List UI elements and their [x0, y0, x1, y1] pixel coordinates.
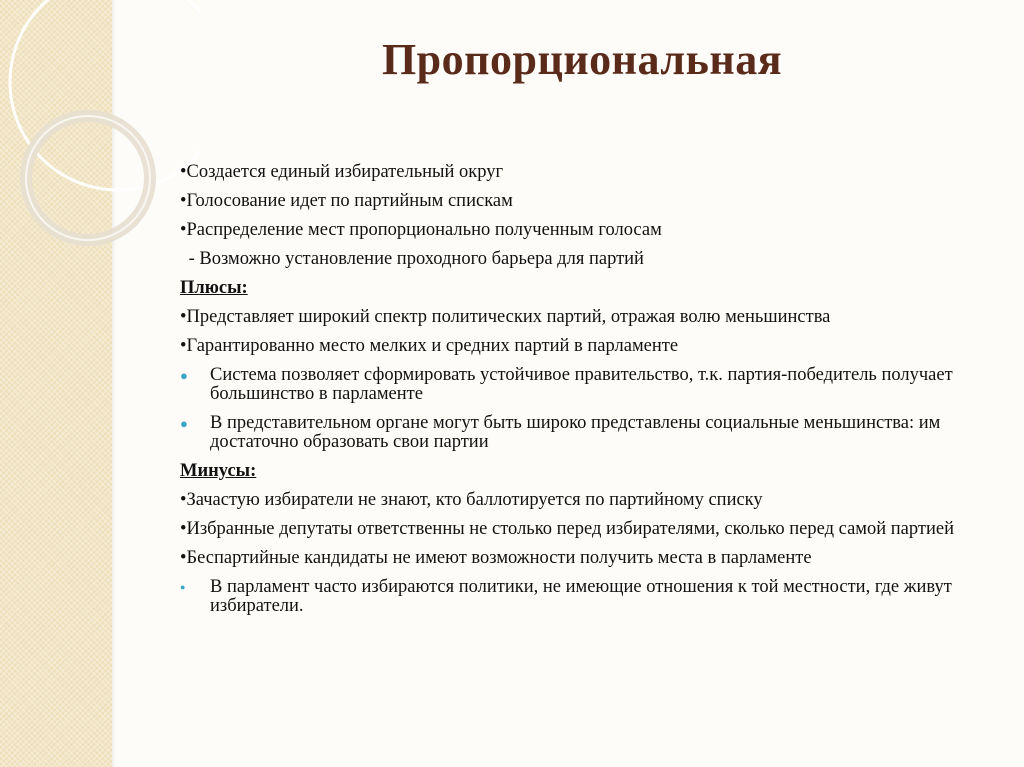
bullet-item [180, 578, 990, 616]
list-item: •Представляет широкий спектр политических партий, отражая волю меньшинства [180, 307, 831, 327]
list-item: •Зачастую избиратели не знают, кто баллотируется по партийному списку [180, 490, 763, 510]
bullet-item [180, 366, 990, 404]
bullet-text: В представительном органе могут быть широко представлены социальные меньшинства: им достаточно образовать свои партии [210, 413, 941, 452]
minus-heading: Минусы: [180, 461, 257, 481]
list-item: •Распределение мест пропорционально полученным голосам [180, 220, 662, 240]
bullet-text: В парламент часто избираются политики, не имеющие отношения к той местности, где живут избиратели. [210, 577, 952, 616]
list-item: •Избранные депутаты ответственны не столько перед избирателями, сколько перед самой партией [180, 519, 954, 539]
list-item: •Беспартийные кандидаты не имеют возможности получить места в парламенте [180, 548, 812, 568]
bullet-icon: ● [180, 416, 188, 431]
bullet-icon: ● [180, 582, 186, 592]
slide-title: Пропорциональная [381, 35, 783, 84]
slide-content [180, 163, 990, 626]
list-item: •Создается единый избирательный округ [180, 162, 504, 182]
plus-heading: Плюсы: [180, 278, 248, 298]
bullet-icon: ● [180, 368, 188, 383]
bullet-item [180, 414, 990, 452]
list-item: •Голосование идет по партийным спискам [180, 191, 513, 211]
bullet-text: Система позволяет сформировать устойчивое правительство, т.к. партия-победитель получает большинство в парламенте [210, 365, 953, 404]
list-item: - Возможно установление проходного барьера для партий [184, 249, 644, 269]
list-item: •Гарантированно место мелких и средних партий в парламенте [180, 336, 679, 356]
